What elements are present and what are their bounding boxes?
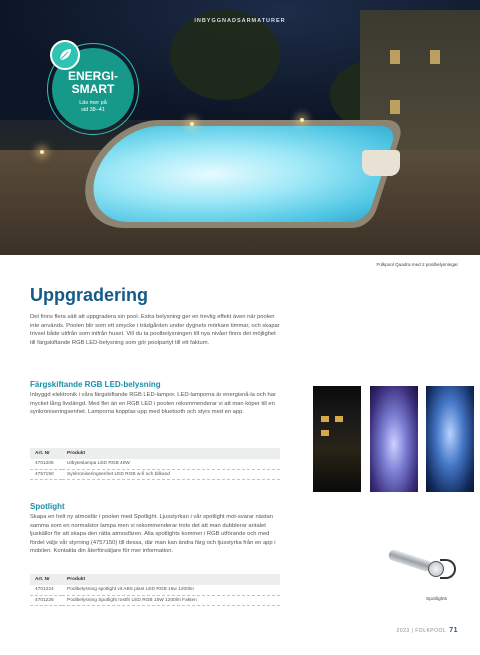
spotlight-product-table [30, 574, 280, 606]
table-header-artnr: Art. Nr [30, 448, 62, 459]
cell-product: Poolbelysning Spotlight rostfri LED RGB 15W 1200lm Fakten [62, 595, 280, 605]
cell-artnr: 4701224 [30, 585, 62, 595]
cell-product: Poolbelysning spotlight vit ABS plast LED RGB 15w 1200lm [62, 585, 280, 595]
photo-caption: Folkpool Quadra med 2 poolbelysningar [376, 262, 458, 267]
garden-lamp [40, 150, 44, 154]
table-header-artnr: Art. Nr [30, 574, 62, 585]
rgb-text: Inbyggd elektronik i våra färgskiftande RGB LED-lampor. LED-lamporna är energisnå-la och har mycket lång livslängd. Med fler än en RGB LED i poolen rekommenderar vi att man köper till en synkroniseringsenhet. Lamporna kopplas upp med bluetooth och styrs med en app. [30, 392, 276, 416]
badge-subtitle: Läs mer på sid 38–41 [79, 100, 107, 113]
cell-artnr: 4757150 [30, 469, 62, 479]
table-row [30, 585, 280, 595]
table-row [30, 469, 280, 479]
page-number: 71 [449, 627, 458, 634]
cell-product: Synkroniseringsenhet LED RGB w-fi och bilkand [62, 469, 280, 479]
photo-pool-night [313, 386, 361, 492]
intro-text: Det finns flera sätt att uppgradera sin pool. Extra belysning ger en trevlig effekt även när poolen inte används. Poolen blir som ett smycke i trädgården under dygnets mörkare timmar, och skapar trivsel både utifrån som inifrån huset. Vill du ta poolbelysningen till nya nivåer finns det möjlighet till färgskiftande RGB LED-belysning som gör poolpartyt till ett faktum. [30, 314, 280, 346]
photo-pool-purple-light [370, 386, 418, 492]
spotlight-cable [440, 559, 456, 579]
planter [362, 150, 400, 176]
spotlight-product-image [388, 545, 458, 595]
garden-lamp [300, 118, 304, 122]
cell-artnr: 4701226 [30, 595, 62, 605]
garden-lamp [190, 122, 194, 126]
footer-text: 2023 | FOLKPOOL [396, 628, 447, 634]
spotlight-image-caption: Spotlights [426, 597, 448, 602]
table-row [30, 595, 280, 605]
badge-title: ENERGI- SMART [67, 69, 118, 96]
table-header-product: Produkt [62, 448, 280, 459]
spotlight-heading: Spotlight [30, 502, 65, 511]
table-header-product: Produkt [62, 574, 280, 585]
page-heading: Uppgradering [30, 285, 149, 305]
table-row [30, 459, 280, 469]
photo-pool-blue-light [426, 386, 474, 492]
spotlight-housing [387, 548, 432, 572]
rgb-heading: Färgskiftande RGB LED-belysning [30, 380, 161, 389]
rgb-product-table [30, 448, 280, 480]
pool-water [80, 126, 397, 222]
section-overline: INBYGGNADSARMATURER [194, 18, 286, 24]
energy-smart-badge [52, 48, 134, 130]
page-footer [397, 627, 458, 634]
spotlight-text: Skapa en helt ny atmosfär i poolen med Spotlight. Ljusstyrkan i vår spotlight mot-svarar nästan samma som en normalstor lampa men vi rekommenderar trots det att man dubblerar antalet ljuskällor för att skapa den rätta atmosfären. Alla spotlights kommer i RGB utförande och med fördel väljs vår styrning (4757150) till dessa, där man kan ändra färg och ljusstyrka från en app i mobilen. Kontakta din återförsäljare för mer information. [30, 514, 276, 555]
leaf-icon [50, 40, 80, 70]
cell-product: Utbyteslampa LED RGB 40W [62, 459, 280, 469]
cell-artnr: 4701205 [30, 459, 62, 469]
